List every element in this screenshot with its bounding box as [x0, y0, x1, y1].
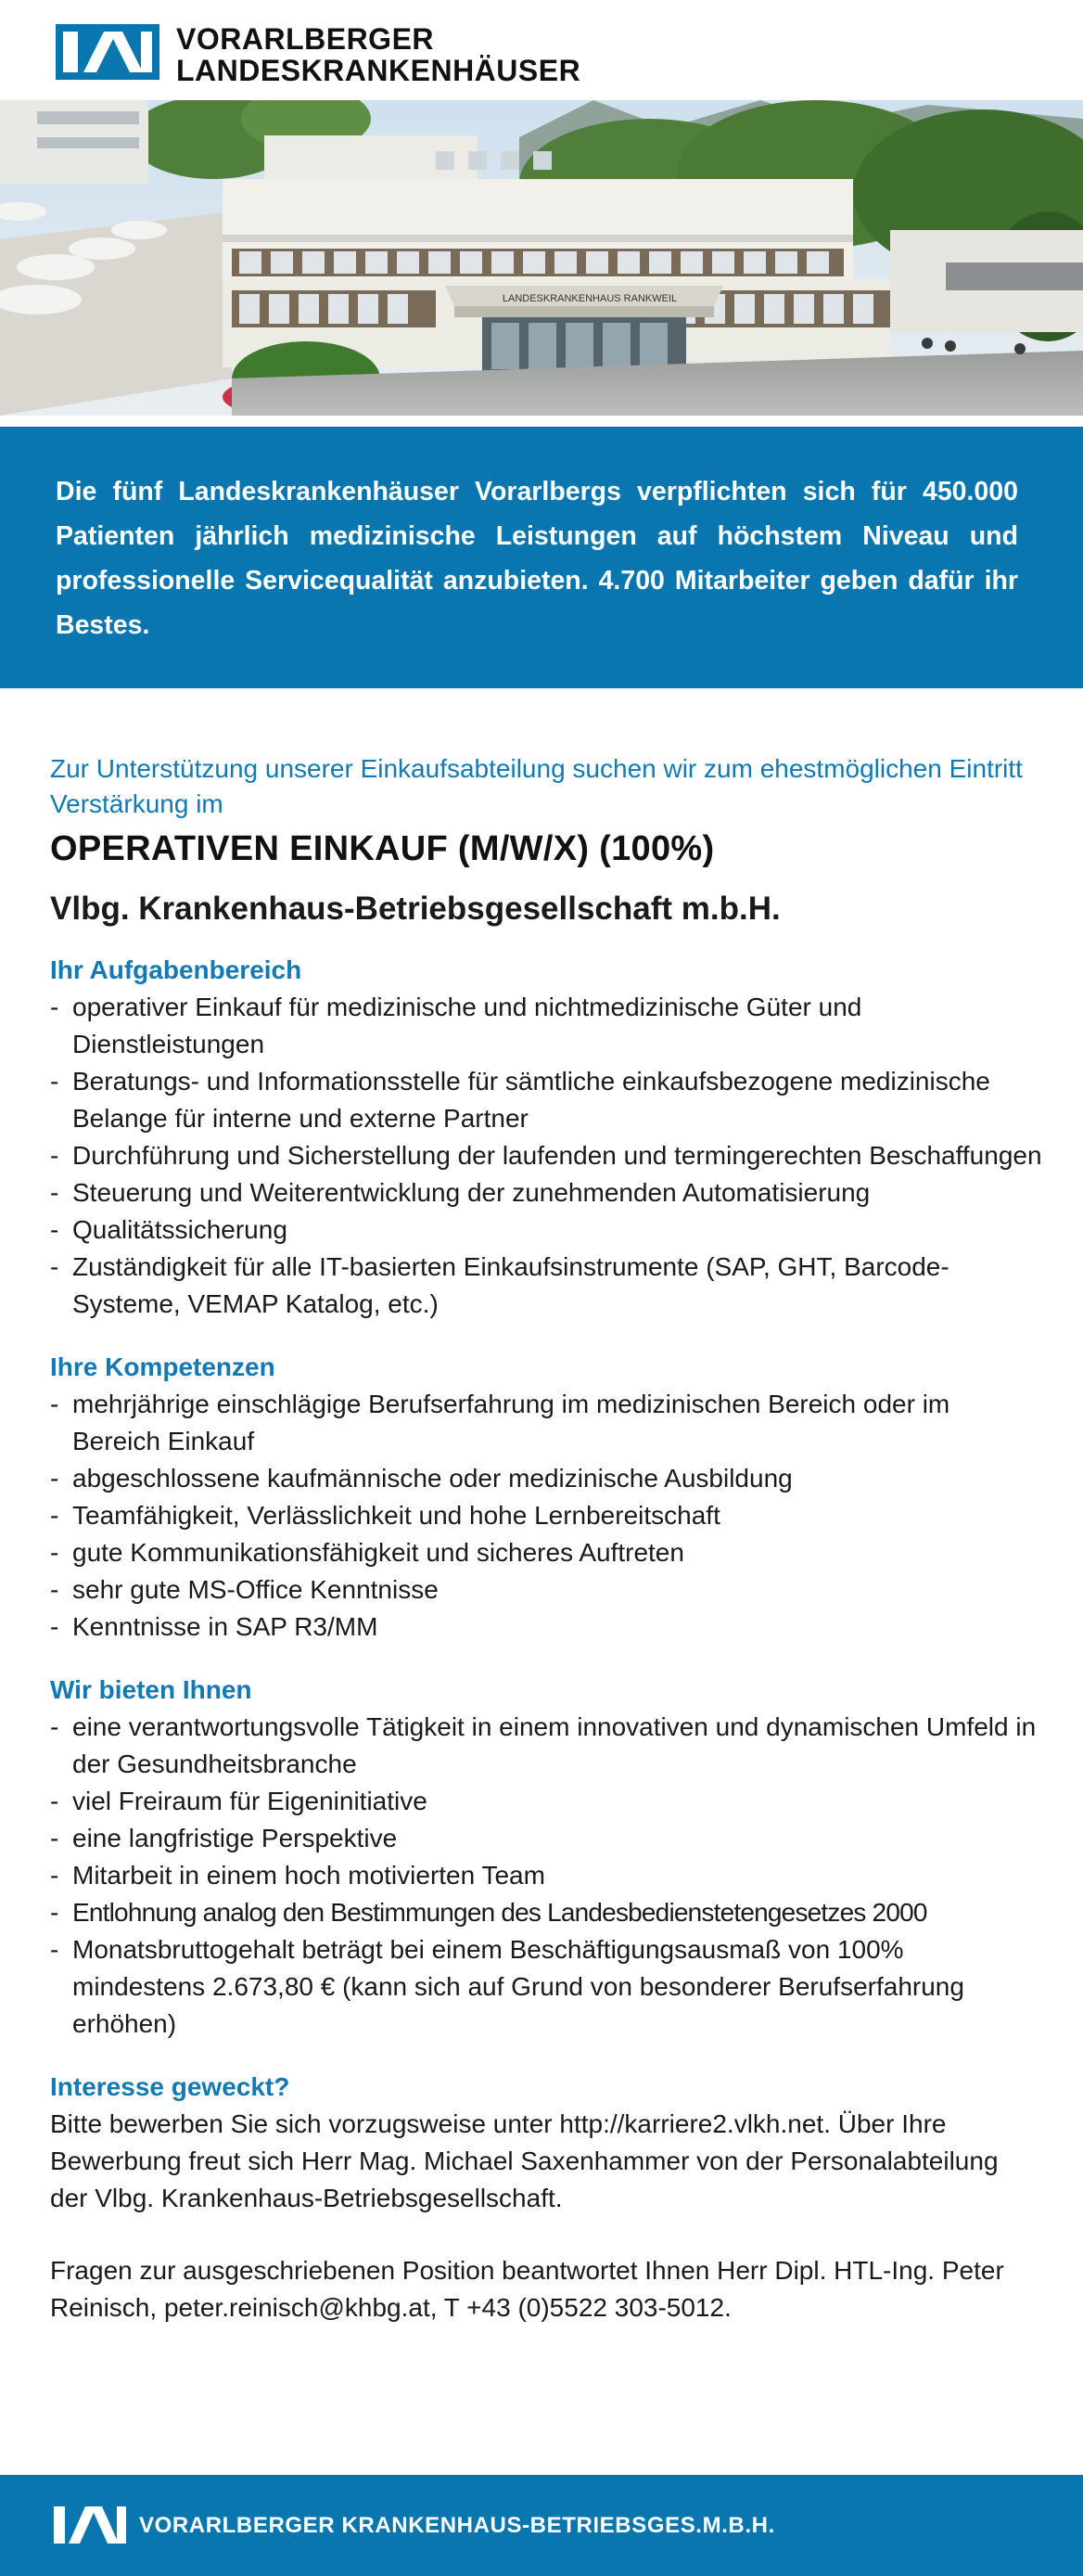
company-name: Vlbg. Krankenhaus-Betriebsgesellschaft m.b.H. [50, 891, 781, 927]
list-item: - operativer Einkauf für medizinische und nichtmedizinische Güter und Dienstleistungen [50, 989, 1042, 1063]
list-item: - sehr gute MS-Office Kenntnisse [50, 1571, 1042, 1608]
list-item: - Zuständigkeit für alle IT-basierten Einkaufsinstrumente (SAP, GHT, Barcode-Systeme, VEMAP Katalog, etc.) [50, 1249, 1042, 1323]
list-item: - Entlohnung analog den Bestimmungen des Landesbedienstetengesetzes 2000 [50, 1894, 1042, 1931]
footer-company: VORARLBERGER KRANKENHAUS-BETRIEBSGES.M.B.H. [139, 2513, 775, 2538]
footer [0, 2475, 1083, 2576]
skills-list [50, 1386, 1042, 1646]
list-item: - Steuerung und Weiterentwicklung der zunehmenden Automatisierung [50, 1174, 1042, 1211]
skills-heading: Ihre Kompetenzen [50, 1352, 275, 1381]
contact-heading: Interesse geweckt? [50, 2072, 290, 2101]
hospital-building-image [0, 100, 1083, 416]
vlkh-logo-icon [52, 2503, 128, 2547]
list-item: - Teamfähigkeit, Verlässlichkeit und hohe Lernbereitschaft [50, 1497, 1042, 1534]
list-item: - Kenntnisse in SAP R3/MM [50, 1608, 1042, 1646]
job-posting [50, 751, 1042, 2326]
brand-name: VORARLBERGER LANDESKRANKENHÄUSER [176, 22, 581, 87]
list-item: - Mitarbeit in einem hoch motivierten Team [50, 1857, 1042, 1894]
job-lead: Zur Unterstützung unserer Einkaufsabteilung suchen wir zum ehestmöglichen Eintritt Verstärkung im [50, 754, 1023, 818]
list-item: - Beratungs- und Informationsstelle für sämtliche einkaufsbezogene medizinische Belange für interne und externe Partner [50, 1063, 1042, 1137]
list-item: - Monatsbruttogehalt beträgt bei einem Beschäftigungsausmaß von 100% mindestens 2.673,80 € (kann sich auf Grund von besonderer Berufserfahrung erhöhen) [50, 1931, 1042, 2043]
list-item: - eine langfristige Perspektive [50, 1820, 1042, 1857]
list-item: - Qualitätssicherung [50, 1211, 1042, 1249]
list-item: - abgeschlossene kaufmännische oder medizinische Ausbildung [50, 1460, 1042, 1497]
questions-text: Fragen zur ausgeschriebenen Position beantwortet Ihnen Herr Dipl. HTL-Ing. Peter Reinisch, peter.reinisch@khbg.at, T +43 (0)5522 303-5012. [50, 2256, 1004, 2322]
building-sign: LANDESKRANKENHAUS RANKWEIL [502, 293, 678, 304]
list-item: - gute Kommunikationsfähigkeit und sicheres Auftreten [50, 1534, 1042, 1571]
vlkh-logo-icon [56, 24, 159, 80]
job-title: OPERATIVEN EINKAUF (M/W/X) (100%) [50, 829, 715, 868]
list-item: - eine verantwortungsvolle Tätigkeit in einem innovativen und dynamischen Umfeld in der Gesundheitsbranche [50, 1709, 1042, 1783]
offer-heading: Wir bieten Ihnen [50, 1675, 252, 1704]
offer-list [50, 1709, 1042, 2043]
apply-text: Bitte bewerben Sie sich vorzugsweise unter http://karriere2.vlkh.net. Über Ihre Bewerbung freut sich Herr Mag. Michael Saxenhammer von der Personalabteilung der Vlbg. Krankenhaus-Betriebsgesellschaft. [50, 2109, 999, 2212]
tasks-heading: Ihr Aufgabenbereich [50, 955, 302, 984]
tasks-list [50, 989, 1042, 1323]
list-item: - Durchführung und Sicherstellung der laufenden und termingerechten Beschaffungen [50, 1137, 1042, 1174]
header [0, 0, 1083, 100]
hospital-photo [0, 100, 1083, 416]
list-item: - mehrjährige einschlägige Berufserfahrung im medizinischen Bereich oder im Bereich Einkauf [50, 1386, 1042, 1460]
intro-text: Die fünf Landeskrankenhäuser Vorarlbergs verpflichten sich für 450.000 Patienten jährlich medizinische Leistungen auf höchstem Niveau und professionelle Servicequalität anzubieten. 4.700 Mitarbeiter geben dafür ihr Bestes. [56, 477, 1018, 640]
list-item: - viel Freiraum für Eigeninitiative [50, 1783, 1042, 1820]
